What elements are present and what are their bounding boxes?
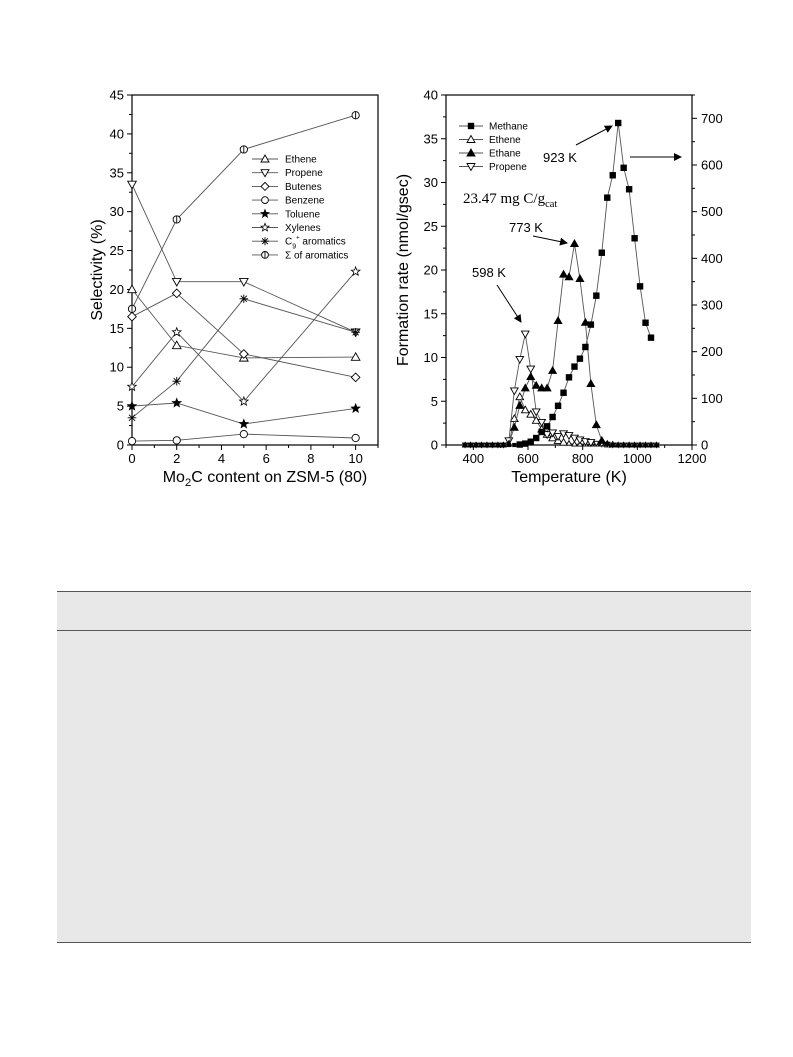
data-point — [128, 181, 137, 189]
data-point — [522, 440, 528, 446]
y-tick-label: 15 — [109, 320, 124, 336]
data-point — [469, 443, 473, 447]
data-point — [128, 437, 135, 444]
x-tick-label: 800 — [571, 451, 594, 466]
data-point — [521, 331, 529, 338]
data-point — [631, 235, 637, 241]
annotation-598k: 598 K — [472, 265, 506, 280]
data-point — [485, 443, 489, 447]
data-point — [560, 390, 566, 396]
y2-tick-label: 100 — [701, 390, 723, 406]
data-point — [582, 344, 588, 350]
data-point — [554, 317, 562, 324]
y2-tick-label: 600 — [701, 157, 723, 173]
x-tick-label: 1200 — [677, 451, 707, 466]
table-placeholder — [57, 591, 751, 943]
y2-tick-label: 200 — [701, 344, 723, 360]
data-point — [496, 443, 500, 447]
data-point — [648, 334, 654, 340]
legend-marker — [262, 252, 269, 259]
data-point — [576, 275, 584, 282]
data-point — [507, 443, 511, 447]
data-point — [501, 443, 505, 447]
selectivity-chart — [89, 88, 378, 490]
data-point — [642, 320, 648, 326]
data-point — [604, 194, 610, 200]
data-point — [128, 285, 137, 293]
y-tick-label: 20 — [109, 281, 124, 297]
data-point — [532, 382, 540, 389]
data-point — [240, 278, 249, 286]
data-point — [351, 353, 360, 361]
x-tick-label: 4 — [217, 451, 226, 466]
y2-tick-label: 300 — [701, 297, 723, 313]
annotation-923k: 923 K — [543, 150, 577, 165]
y2-tick-label: 400 — [701, 250, 723, 266]
annotation-arrow — [533, 236, 567, 243]
data-point — [620, 165, 626, 171]
legend-marker — [467, 136, 475, 143]
data-point — [517, 441, 523, 447]
data-point — [172, 377, 181, 386]
data-point — [352, 112, 359, 119]
y-tick-label: 10 — [423, 350, 438, 365]
data-point — [549, 367, 557, 374]
y-tick-label: 0 — [430, 437, 438, 453]
data-point — [172, 278, 181, 286]
data-point — [351, 404, 360, 412]
data-point — [352, 434, 359, 441]
y-tick-label: 45 — [109, 87, 124, 103]
y-tick-label: 30 — [423, 175, 438, 190]
data-point — [172, 328, 181, 336]
data-point — [527, 373, 535, 380]
legend-label: $C_9^+$ aromatics — [285, 235, 346, 251]
data-point — [593, 292, 599, 298]
legend-label: Methane — [489, 121, 528, 133]
series-line-2 — [132, 293, 356, 377]
legend-marker — [261, 223, 269, 231]
y-tick-label: 40 — [423, 87, 438, 103]
data-point — [577, 355, 583, 361]
legend-label: Butenes — [285, 181, 322, 193]
y-tick-label: 40 — [109, 126, 124, 142]
legend-marker — [468, 123, 474, 129]
inset-label: 23.47 mg $C/g_{cat}$ — [463, 191, 558, 210]
y-tick-label: 30 — [109, 204, 124, 220]
legend-label: Propene — [489, 162, 527, 173]
x-tick-label: 2 — [173, 451, 181, 466]
data-point — [128, 312, 137, 321]
data-point — [571, 363, 577, 369]
legend-marker — [261, 170, 269, 177]
y-tick-label: 5 — [116, 398, 124, 414]
y-tick-label: 15 — [423, 306, 438, 322]
data-point — [474, 443, 478, 447]
legend-label: Σ of aromatics — [285, 250, 349, 262]
series-line-5 — [132, 272, 356, 402]
data-point — [532, 409, 540, 416]
data-point — [172, 398, 181, 406]
y2-tick-label: 0 — [701, 437, 709, 453]
data-point — [173, 437, 180, 444]
data-point — [571, 240, 579, 247]
legend-marker — [467, 149, 475, 156]
annotation-arrow — [497, 285, 521, 322]
x-tick-label: 0 — [128, 451, 136, 466]
data-point — [588, 321, 594, 327]
x-tick-label: 8 — [307, 451, 315, 466]
y-tick-label: 5 — [430, 393, 438, 409]
data-point — [527, 366, 535, 373]
legend-marker — [261, 237, 269, 245]
y2-tick-label: 700 — [701, 110, 723, 126]
data-point — [173, 216, 180, 223]
data-point — [511, 424, 519, 431]
data-point — [128, 305, 135, 312]
data-point — [566, 374, 572, 380]
legend-label: Ethene — [285, 154, 317, 166]
x-axis-label: $Mo_2C$ content on ZSM-5 (80) — [162, 469, 368, 489]
table-header-row — [57, 592, 751, 631]
data-point — [610, 172, 616, 178]
x-tick-label: 600 — [517, 451, 539, 466]
data-point — [240, 419, 249, 427]
x-tick-label: 1000 — [622, 451, 652, 466]
x-tick-label: 10 — [348, 451, 363, 466]
data-point — [555, 403, 561, 409]
data-point — [511, 388, 519, 395]
legend-marker — [261, 182, 269, 190]
y-axis-label: Formation rate (nmol/gsec) — [395, 173, 412, 367]
y-tick-label: 35 — [423, 131, 438, 147]
data-point — [626, 186, 632, 192]
legend-label: Ethane — [489, 148, 521, 160]
y2-tick-label: 500 — [701, 204, 723, 220]
data-point — [593, 421, 601, 428]
data-point — [240, 294, 249, 303]
legend-marker — [467, 164, 475, 171]
data-point — [240, 430, 247, 437]
x-tick-label: 400 — [462, 451, 485, 466]
legend-label: Propene — [285, 168, 323, 180]
formation-rate-chart — [395, 88, 723, 487]
data-point — [512, 443, 516, 447]
series-line-3 — [465, 334, 656, 445]
y-tick-label: 0 — [116, 437, 124, 453]
legend-label: Benzene — [285, 195, 325, 207]
legend-marker — [262, 197, 269, 204]
x-tick-label: 6 — [262, 451, 270, 466]
data-point — [528, 439, 534, 445]
y-tick-label: 25 — [109, 243, 124, 259]
y-tick-label: 25 — [423, 218, 438, 234]
data-point — [549, 414, 555, 420]
data-point — [479, 443, 483, 447]
annotation-773k: 773 K — [509, 220, 543, 235]
data-point — [490, 443, 494, 447]
data-point — [615, 120, 621, 126]
data-point — [599, 250, 605, 256]
data-point — [128, 413, 137, 422]
plot-frame — [132, 95, 378, 445]
data-point — [598, 437, 606, 444]
annotation-arrow — [576, 126, 612, 145]
data-point — [637, 283, 643, 289]
y-tick-label: 20 — [423, 262, 438, 278]
data-point — [351, 267, 360, 275]
data-point — [544, 423, 550, 429]
legend-label: Toluene — [285, 209, 321, 221]
legend-marker — [261, 155, 269, 162]
legend-label: Xylenes — [285, 223, 321, 234]
legend-label: Ethene — [489, 135, 521, 146]
data-point — [587, 380, 595, 387]
legend-marker — [261, 210, 269, 218]
data-point — [533, 435, 539, 441]
x-axis-label: Temperature (K) — [511, 469, 627, 486]
data-point — [538, 429, 544, 435]
data-point — [560, 271, 568, 278]
data-point — [351, 328, 360, 337]
y-tick-label: 10 — [109, 359, 124, 375]
y-tick-label: 35 — [109, 165, 124, 181]
y-axis-label: Selectivity (%) — [89, 219, 106, 321]
data-point — [240, 146, 247, 153]
data-point — [463, 443, 467, 447]
data-point — [351, 373, 360, 382]
data-point — [521, 384, 529, 391]
data-point — [516, 356, 524, 363]
